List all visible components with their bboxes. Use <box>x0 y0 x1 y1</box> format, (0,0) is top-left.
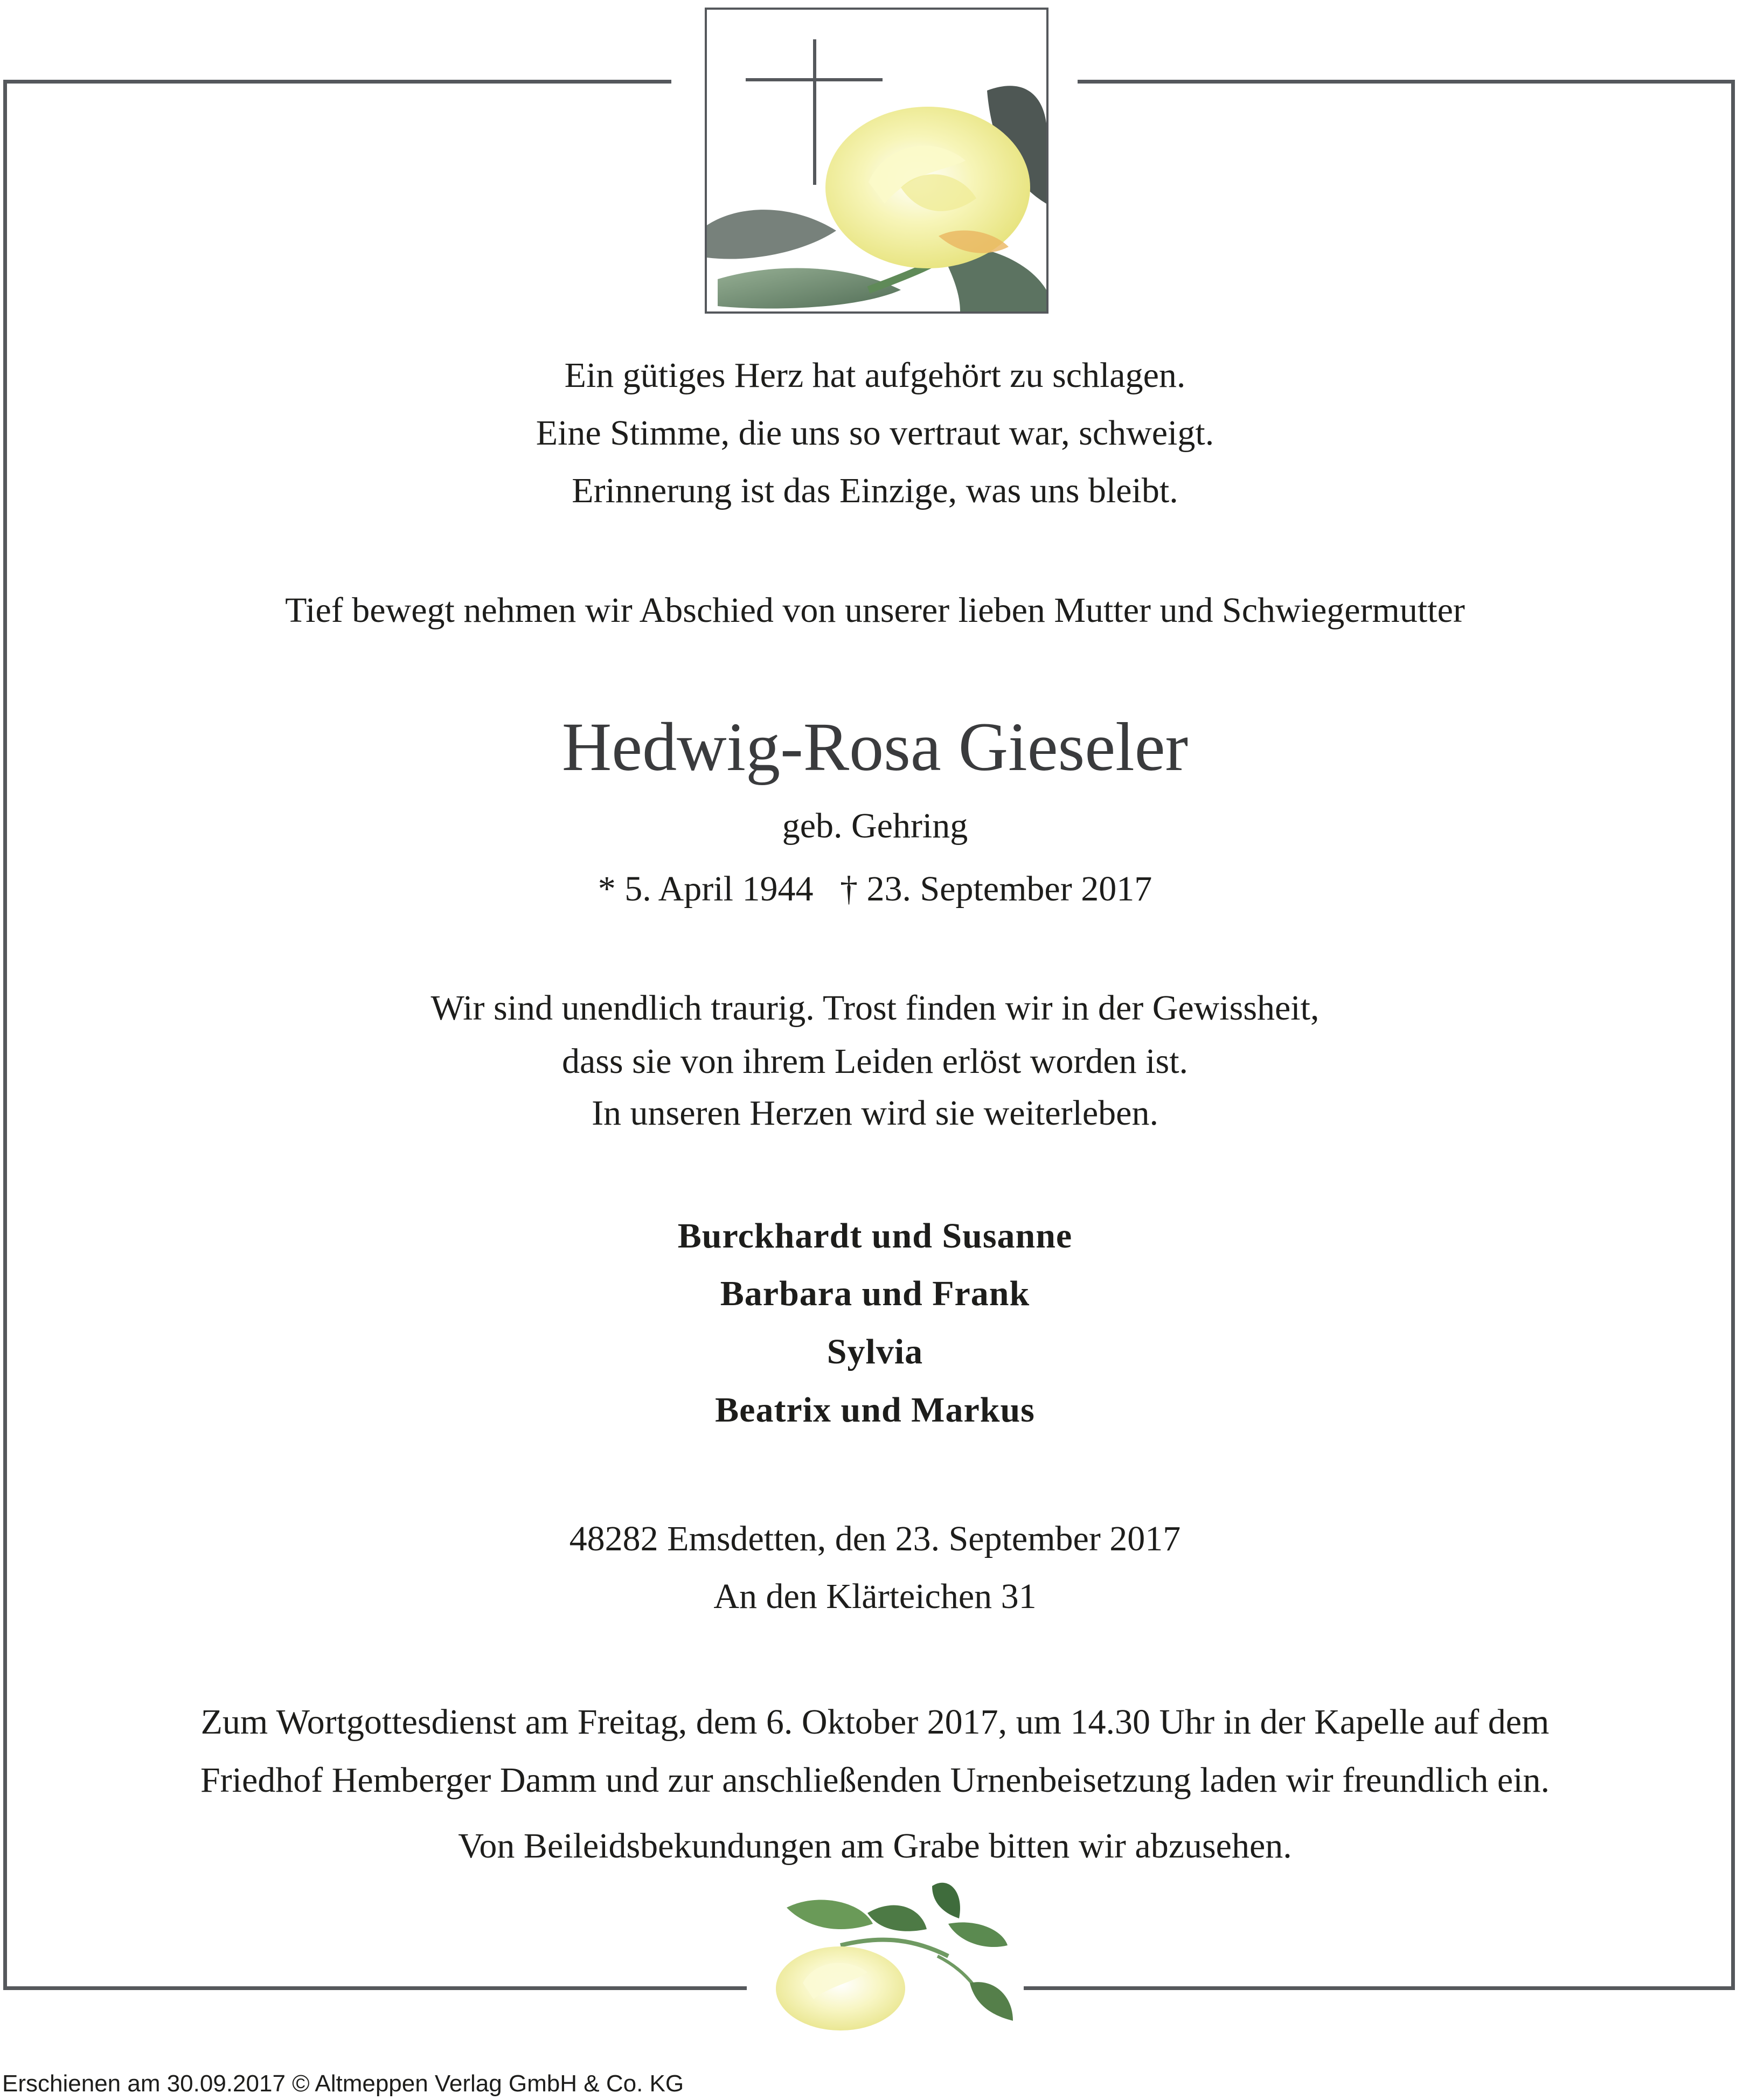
rose-image <box>707 10 1046 311</box>
poem-line-2: Eine Stimme, die uns so vertraut war, schweigt. <box>536 413 1214 453</box>
intro-line: Tief bewegt nehmen wir Abschied von unserer lieben Mutter und Schwiegermutter <box>285 591 1465 630</box>
cross-icon <box>813 39 816 185</box>
deceased-name: Hedwig-Rosa Gieseler <box>561 709 1189 785</box>
message-line-3: In unseren Herzen wird sie weiterleben. <box>592 1093 1158 1133</box>
street-address: An den Klärteichen 31 <box>713 1577 1037 1616</box>
birth-name: geb. Gehring <box>782 806 968 845</box>
service-line-1: Zum Wortgottesdienst am Freitag, dem 6. Oktober 2017, um 14.30 Uhr in der Kapelle auf dem <box>200 1702 1550 1742</box>
family-member-3: Sylvia <box>827 1332 923 1371</box>
frame-top-left <box>3 80 671 84</box>
frame-top-right <box>1078 80 1735 84</box>
city-date: 48282 Emsdetten, den 23. September 2017 <box>569 1519 1181 1558</box>
family-member-4: Beatrix und Markus <box>715 1390 1035 1430</box>
family-member-1: Burckhardt und Susanne <box>677 1216 1073 1256</box>
cross-rose-emblem <box>705 8 1048 314</box>
family-member-2: Barbara und Frank <box>720 1274 1030 1313</box>
service-line-2: Friedhof Hemberger Damm und zur anschließenden Urnenbeisetzung laden wir freundlich ein. <box>200 1761 1550 1800</box>
poem-line-1: Ein gütiges Herz hat aufgehört zu schlagen. <box>564 356 1186 395</box>
poem-line-3: Erinnerung ist das Einzige, was uns bleibt. <box>572 471 1178 510</box>
life-dates: * 5. April 1944 † 23. September 2017 <box>598 869 1152 909</box>
closing-line: Von Beileidsbekundungen am Grabe bitten wir abzusehen. <box>458 1826 1292 1866</box>
frame-bottom-right <box>1024 1986 1735 1990</box>
frame-bottom-left <box>3 1986 747 1990</box>
publication-footer: Erschienen am 30.09.2017 © Altmeppen Verlag GmbH & Co. KG <box>2 2070 684 2097</box>
message-line-1: Wir sind unendlich traurig. Trost finden wir in der Gewissheit, <box>430 988 1320 1028</box>
message-line-2: dass sie von ihrem Leiden erlöst worden ist. <box>561 1042 1189 1081</box>
rose-sprig-image <box>733 1875 1045 2037</box>
